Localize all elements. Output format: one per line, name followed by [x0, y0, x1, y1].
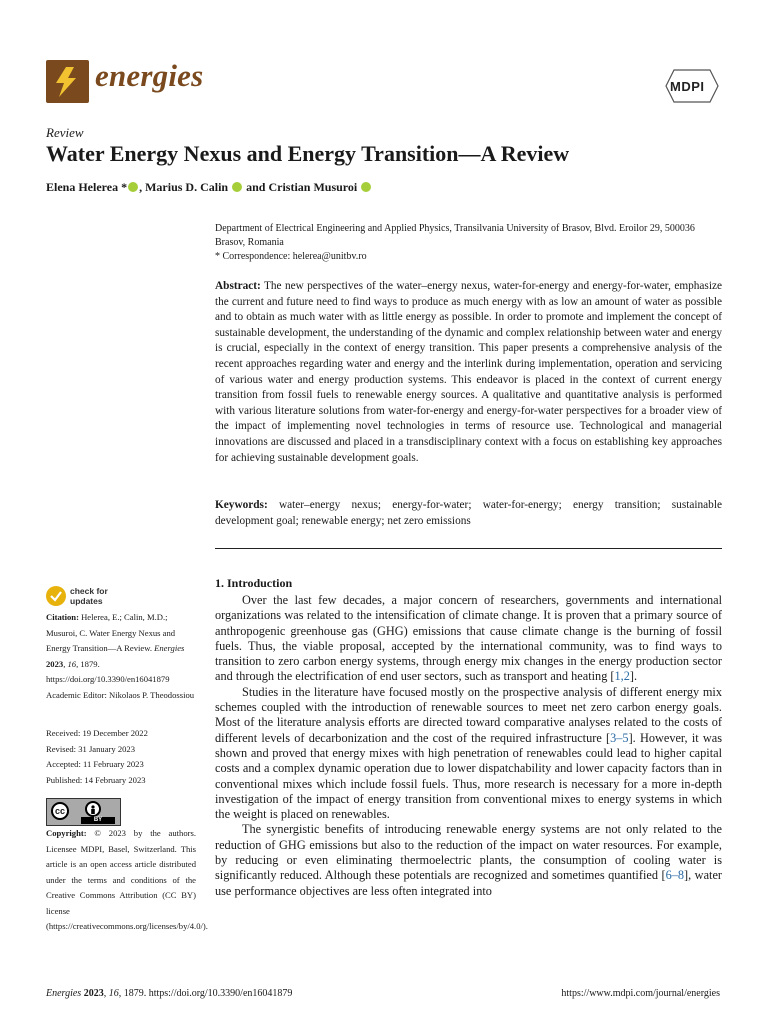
citation: Citation: Helerea, E.; Calin, M.D.; Musuroi, C. Water Energy Nexus and Energy Transition—A Review. Energies 2023, 16, 1879. https://doi.org/10.3390/en16041879 [46, 612, 185, 684]
footer-citation: Energies 2023, 16, 1879. https://doi.org/10.3390/en16041879 [46, 988, 293, 999]
cc-icon: cc [51, 802, 69, 820]
affiliation-block [215, 222, 727, 264]
journal-url-link[interactable]: https://www.mdpi.com/journal/energies [561, 988, 720, 999]
keywords [215, 498, 722, 529]
check-updates-icon [46, 586, 66, 606]
author-list [46, 180, 372, 195]
reference-link[interactable]: 6–8 [665, 868, 685, 883]
journal-name: energies [95, 58, 204, 93]
paragraph: The synergistic benefits of introducing renewable energy systems are not only related to the reduction of GHG emissions but also to the reduction of the impact on water resources. For example, by reducing or even eliminating thermoelectric plants, the consumption of cooling water is significantly reduced. Although these potentials are recognized and sometimes quantified [6–8], water use performance objectives are less often integrated into [215, 822, 722, 898]
journal-logo [46, 60, 89, 103]
orcid-icon[interactable] [232, 182, 242, 192]
doi-link[interactable]: , 1879. https://doi.org/10.3390/en16041879 [46, 658, 170, 684]
abstract-text: The new perspectives of the water–energy nexus, water-for-energy and energy-for-water, emphasize the current and future need to find ways to produce as much energy with as low an amount of water as possible and to obtain as much water with as little energy as possible. In order to promote and implement the concept of sustainable development, the understanding of the dynamic and complex relationship between water and energy is crucial, especially in the context of energy transition. This paper presents a comprehensive analysis of the recent approaches regarding water and energy and the interlink during implementation, operation and servicing of various water and energy production systems. This endeavor is placed in the context of current energy transition from fossil fuels to renewable energy sources. A qualitative and quantitative analysis is performed with various literature solutions from water-for-energy and energy-for-water perspectives for a broader view of the impact of implementing novel technologies in terms of resource use. Technological and managerial innovations are discussed and placed in a transdisciplinary context with a focus on establishing key approaches for achieving sustainable development goals. [215, 280, 722, 464]
cc-license-badge[interactable] [46, 798, 121, 826]
abstract-label: Abstract: [215, 280, 261, 292]
keywords-text: water–energy nexus; energy-for-water; water-for-energy; energy transition; sustainable development goal; renewable energy; net zero emissions [215, 499, 722, 527]
author-name[interactable]: Elena Helerea * [46, 180, 128, 194]
academic-editor: Academic Editor: Nikolaos P. Theodossiou [46, 690, 195, 700]
published-date: Published: 14 February 2023 [46, 774, 146, 785]
attribution-icon [85, 801, 101, 817]
orcid-icon[interactable] [128, 182, 138, 192]
author-name[interactable]: , Marius D. Calin [139, 180, 229, 194]
author-name[interactable]: and Cristian Musuroi [243, 180, 358, 194]
reference-link[interactable]: 1,2 [614, 669, 630, 684]
correspondence: * Correspondence: helerea@unitbv.ro [215, 251, 367, 262]
check-for-updates-button[interactable]: check for updates [46, 586, 166, 608]
publication-dates [46, 726, 196, 788]
affiliation: Department of Electrical Engineering and Applied Physics, Transilvania University of Brasov, Blvd. Eroilor 29, 500036 Brasov, Romania [215, 223, 695, 248]
paragraph: Over the last few decades, a major concern of researchers, governments and international organizations was related to the intensification of climate change. It is proven that a primary source of anthropogenic greenhouse gas (GHG) emissions that cause climate change is the burning of fossil fuels. Thus, the viable proposal, accepted by the international community, was to find ways to transition to zero carbon energy systems, through energy mix changes in the energy production sector and through the electrification of end user sectors, such as transport and heating [1,2]. [215, 593, 722, 684]
lightning-icon [46, 60, 89, 103]
revised-date: Revised: 31 January 2023 [46, 743, 136, 754]
copyright: Copyright: © 2023 by the authors. Licensee MDPI, Basel, Switzerland. This article is an open access article distributed under the terms and conditions of the Creative Commons Attribution (CC BY) license (https://creativecommons.org/licenses/by/4.0/). [46, 828, 208, 931]
cc-by-label: BY [81, 817, 115, 824]
article-title: Water Energy Nexus and Energy Transition—A Review [46, 141, 570, 166]
section-heading: 1. Introduction [215, 576, 293, 590]
article-type: Review [46, 125, 84, 140]
publisher-logo [664, 68, 720, 104]
publisher-name: MDPI [670, 79, 705, 94]
abstract [215, 279, 722, 466]
received-date: Received: 19 December 2022 [46, 728, 148, 738]
footer-doi-link[interactable]: , 1879. https://doi.org/10.3390/en16041879 [118, 988, 293, 999]
reference-link[interactable]: 3–5 [610, 730, 629, 745]
accepted-date: Accepted: 11 February 2023 [46, 759, 144, 769]
paragraph: Studies in the literature have focused mostly on the prospective analysis of different energy mix schemes coupled with the introduction of renewable sources to meet net zero carbon energy goals. Most of the literature analysis efforts are directed toward comparative analyses related to the costs of different levels of decarbonization and the cost of the required infrastructure [3–5]. However, it was shown and proved that energy mixes with high penetration of renewables could lead to higher capital costs and a complex dynamic operation due to lower dispatchability and lower capacity factors than in conventional mixes which include fossil fuels. Thus, more research is necessary for a more in-depth investigation of the impact of energy transition from conventional mixes to energy systems in which the weight is placed on renewables. [215, 684, 722, 822]
divider [215, 548, 722, 549]
keywords-label: Keywords: [215, 499, 268, 511]
section-body [215, 593, 722, 899]
orcid-icon[interactable] [361, 182, 371, 192]
